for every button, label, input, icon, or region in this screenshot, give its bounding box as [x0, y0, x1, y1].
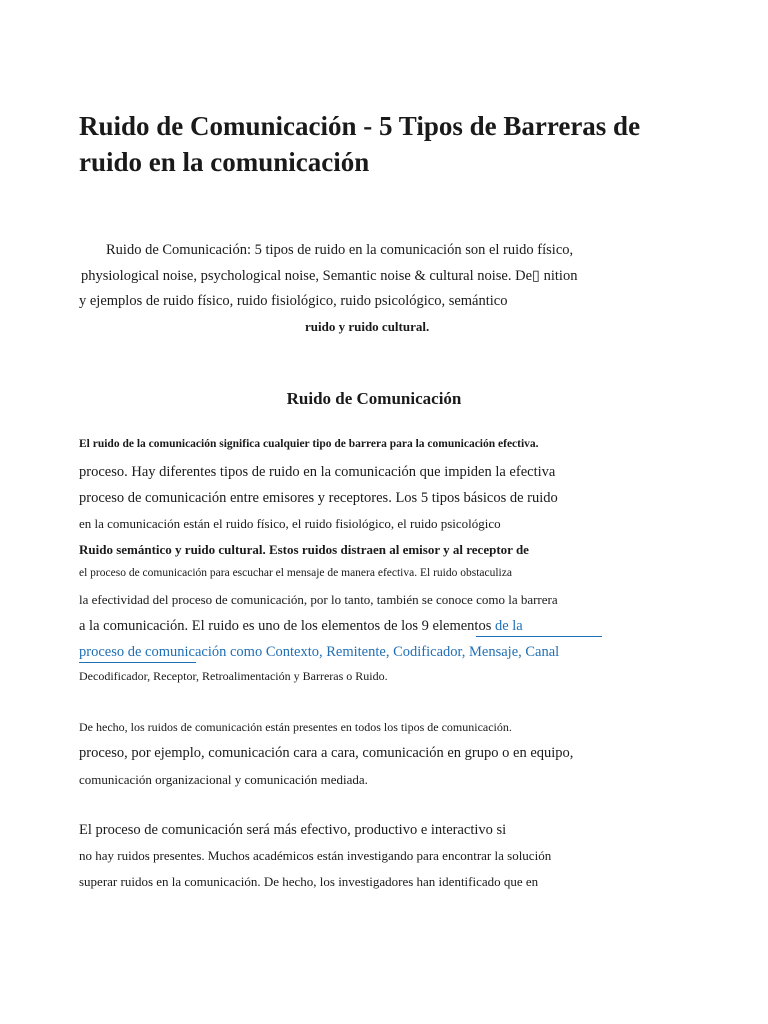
- intro-line-1: Ruido de Comunicación: 5 tipos de ruido en la comunicación son el ruido físico,: [106, 242, 574, 258]
- p1-line-10: Decodificador, Receptor, Retroalimentación y Barreras o Ruido.: [79, 669, 388, 683]
- p1-line-2: proceso. Hay diferentes tipos de ruido en la comunicación que impiden la efectiva: [79, 464, 556, 480]
- p3-line-1: El proceso de comunicación será más efectivo, productivo e interactivo si: [79, 822, 507, 838]
- p2-line-3: comunicación organizacional y comunicación mediada.: [79, 772, 368, 787]
- p1-line-1: El ruido de la comunicación significa cualquier tipo de barrera para la comunicación efectiva.: [79, 438, 539, 450]
- p2-line-1: De hecho, los ruidos de comunicación están presentes en todos los tipos de comunicación.: [79, 720, 512, 734]
- p1-line-4: en la comunicación están el ruido físico, el ruido fisiológico, el ruido psicológico: [79, 516, 501, 531]
- document-title: Ruido de Comunicación - 5 Tipos de Barreras de ruido en la comunicación: [79, 111, 641, 177]
- p1-line-5: Ruido semántico y ruido cultural. Estos ruidos distraen al emisor y al receptor de: [79, 542, 529, 557]
- p3-line-2: no hay ruidos presentes. Muchos académicos están investigando para encontrar la solución: [79, 848, 552, 863]
- communication-process-link-part-1[interactable]: de la: [494, 618, 523, 634]
- intro-line-2: physiological noise, psychological noise, Semantic noise & cultural noise. De▯ nition: [81, 268, 578, 284]
- section-heading: Ruido de Comunicación: [286, 389, 462, 408]
- link-underline-2: [79, 662, 196, 663]
- p3-line-3: superar ruidos en la comunicación. De hecho, los investigadores han identificado que en: [79, 874, 539, 889]
- intro-line-4: ruido y ruido cultural.: [305, 319, 430, 334]
- communication-process-link-part-2[interactable]: proceso de comunicación como Contexto, Remitente, Codificador, Mensaje, Canal: [79, 644, 560, 660]
- p1-line-6: el proceso de comunicación para escuchar el mensaje de manera efectiva. El ruido obstaculiza: [79, 567, 512, 579]
- link-underline-1: [476, 636, 602, 637]
- intro-line-3: y ejemplos de ruido físico, ruido fisiológico, ruido psicológico, semántico: [79, 293, 508, 309]
- p1-line-7: la efectividad del proceso de comunicación, por lo tanto, también se conoce como la barrera: [79, 592, 558, 607]
- p1-line-3: proceso de comunicación entre emisores y receptores. Los 5 tipos básicos de ruido: [79, 490, 558, 506]
- p2-line-2: proceso, por ejemplo, comunicación cara a cara, comunicación en grupo o en equipo,: [79, 745, 574, 761]
- p1-line-8: [79, 618, 523, 635]
- p1-line-8-text: a la comunicación. El ruido es uno de los elementos de los 9 elementos: [79, 618, 495, 634]
